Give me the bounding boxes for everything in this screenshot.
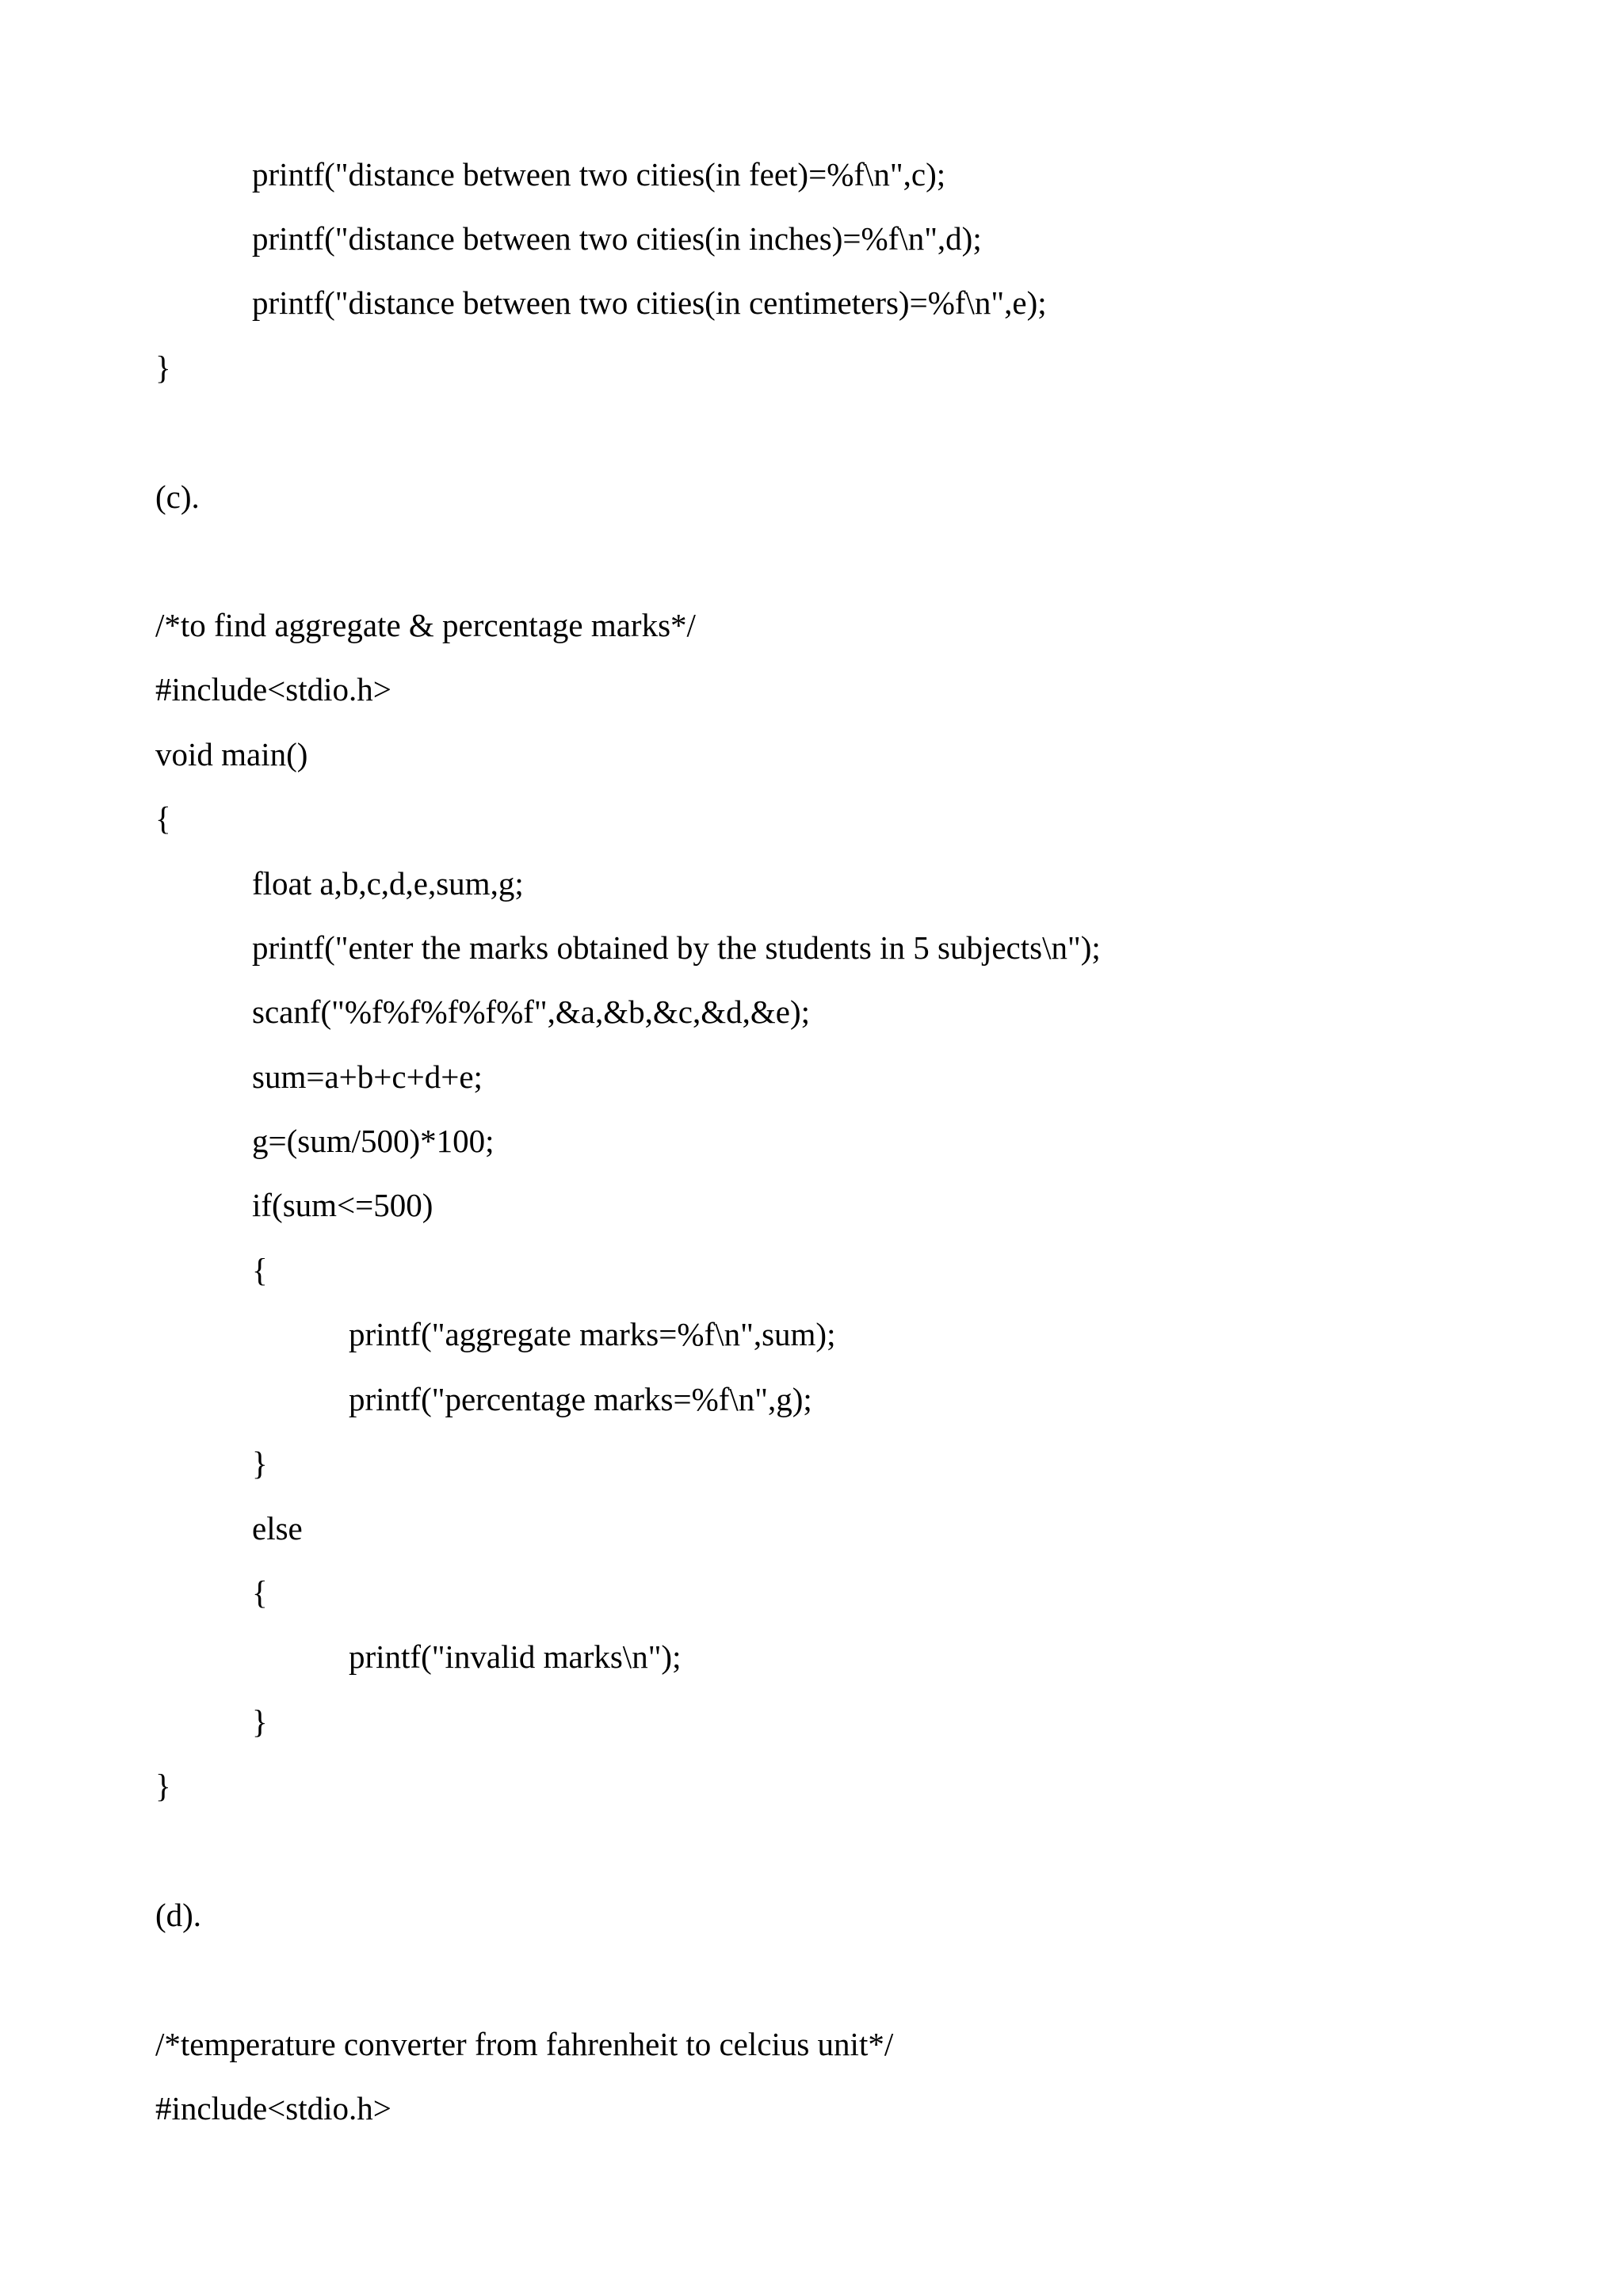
code-line-closing-brace: } [155, 349, 171, 386]
code-line-open-brace: { [155, 800, 171, 837]
code-line-float-decl: float a,b,c,d,e,sum,g; [252, 865, 524, 902]
code-line-printf-centimeters: printf("distance between two cities(in centimeters)=%f\n",e); [252, 284, 1047, 321]
code-line-if-open-brace: { [252, 1252, 268, 1288]
code-line-include-2: #include<stdio.h> [155, 2090, 391, 2126]
code-line-printf-aggregate: printf("aggregate marks=%f\n",sum); [349, 1316, 836, 1352]
code-comment-aggregate: /*to find aggregate & percentage marks*/ [155, 607, 696, 643]
code-line-main-close-brace: } [155, 1768, 171, 1804]
code-line-if: if(sum<=500) [252, 1187, 433, 1223]
code-line-scanf: scanf("%f%f%f%f%f",&a,&b,&c,&d,&e); [252, 994, 811, 1030]
code-comment-temperature: /*temperature converter from fahrenheit to celcius unit*/ [155, 2026, 894, 2062]
code-line-sum: sum=a+b+c+d+e; [252, 1058, 483, 1095]
code-line-percentage-calc: g=(sum/500)*100; [252, 1123, 495, 1159]
code-line-printf-percentage: printf("percentage marks=%f\n",g); [349, 1381, 812, 1417]
section-label-d: (d). [155, 1897, 202, 1933]
code-line-void-main: void main() [155, 736, 308, 772]
code-line-else: else [252, 1510, 303, 1547]
code-line-printf-enter-marks: printf("enter the marks obtained by the students in 5 subjects\n"); [252, 929, 1101, 966]
code-line-printf-inches: printf("distance between two cities(in inches)=%f\n",d); [252, 220, 982, 257]
code-line-else-open-brace: { [252, 1574, 268, 1611]
code-line-else-close-brace: } [252, 1703, 268, 1740]
code-line-printf-feet: printf("distance between two cities(in feet)=%f\n",c); [252, 156, 946, 193]
code-line-printf-invalid: printf("invalid marks\n"); [349, 1638, 682, 1675]
code-line-if-close-brace: } [252, 1445, 268, 1482]
section-label-c: (c). [155, 479, 200, 515]
code-line-include: #include<stdio.h> [155, 671, 391, 707]
